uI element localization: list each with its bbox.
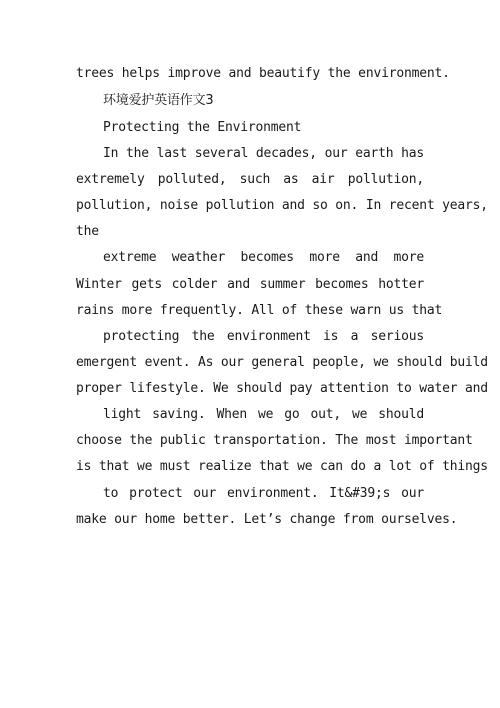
text-line: trees helps improve and beautify the environment.	[76, 66, 450, 81]
text-line: protecting the environment is a serious	[103, 329, 424, 344]
essay-title: Protecting the Environment	[103, 120, 302, 135]
text-line: the	[76, 224, 99, 239]
text-line: make our home better. Let’s change from ourselves.	[76, 512, 458, 527]
text-line: is that we must realize that we can do a lot of things	[76, 459, 488, 474]
text-line: In the last several decades, our earth has	[103, 146, 424, 161]
text-line: choose the public transportation. The most important	[76, 433, 473, 448]
text-line: extremely polluted, such as air pollution,	[76, 172, 424, 187]
text-line: to protect our environment. It&#39;s our	[103, 486, 424, 501]
text-line: rains more frequently. All of these warn us that	[76, 303, 443, 318]
text-line: extreme weather becomes more and more	[103, 250, 424, 265]
text-line: light saving. When we go out, we should	[103, 407, 424, 422]
essay-heading-chinese: 环境爱护英语作文3	[103, 93, 214, 108]
text-line: emergent event. As our general people, we should build	[76, 355, 488, 370]
text-line: Winter gets colder and summer becomes hotter	[76, 277, 424, 292]
text-line: proper lifestyle. We should pay attention to water and	[76, 381, 488, 396]
text-line: pollution, noise pollution and so on. In recent years,	[76, 198, 488, 213]
